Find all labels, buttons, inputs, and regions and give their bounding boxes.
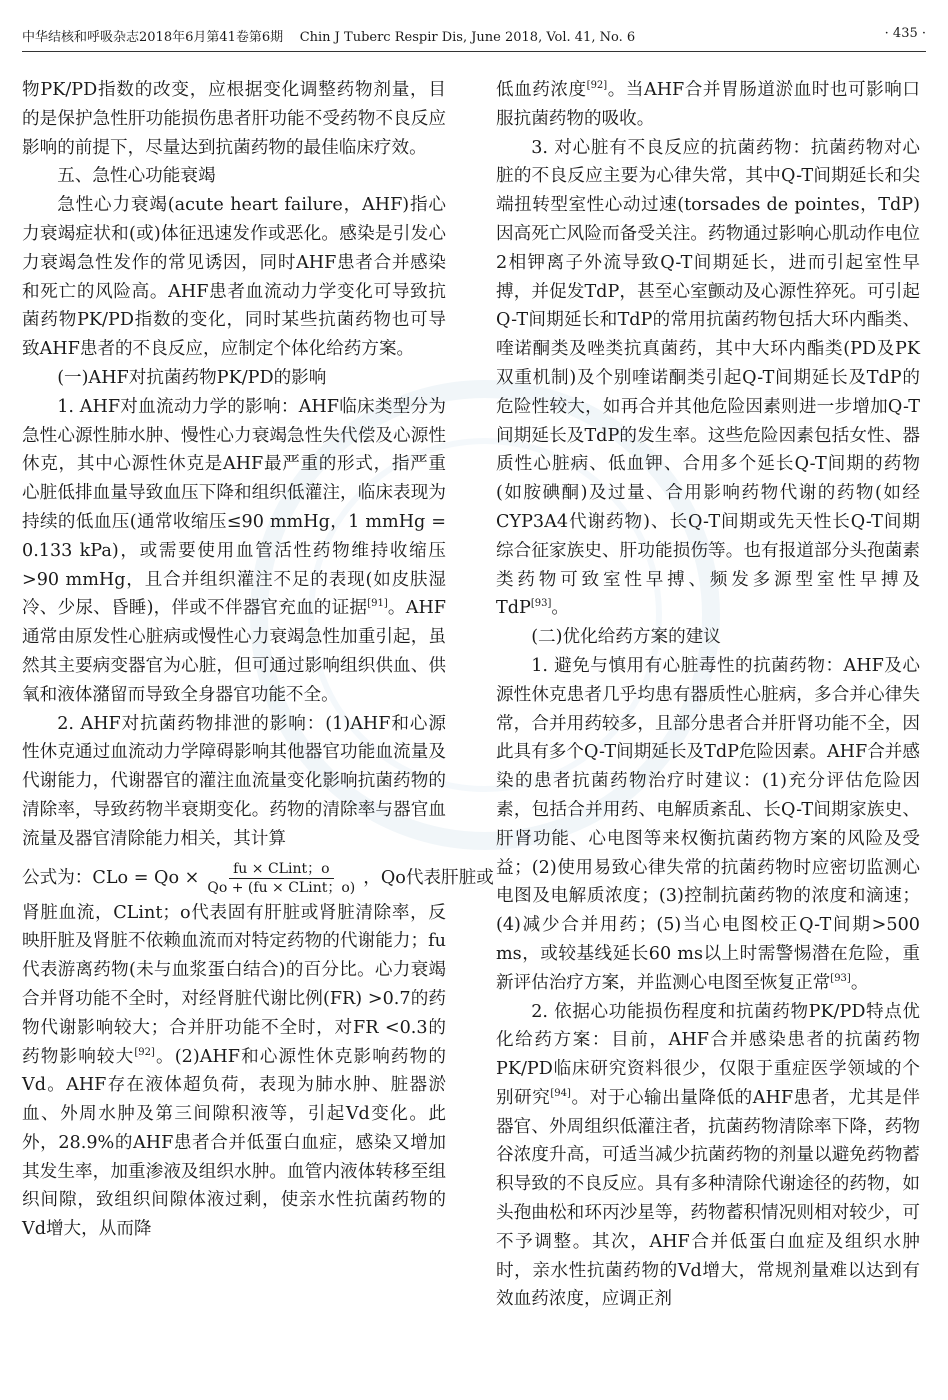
left-column — [22, 76, 494, 1394]
journal-info — [22, 26, 635, 45]
citation: [91] — [367, 598, 388, 610]
paragraph — [496, 998, 920, 1315]
header-rule — [22, 51, 926, 52]
paragraph — [496, 652, 920, 998]
text-run: 低血药浓度 — [496, 80, 587, 100]
paragraph: 物PK/PD指数的改变，应根据变化调整药物剂量，目的是保护急性肝功能损伤患者肝功能不受药物不良反应影响的前提下，尽量达到抗菌药物的最佳临床疗效。 — [22, 80, 446, 158]
formula-prefix: 公式为：CLo = Qo × — [22, 867, 200, 888]
formula-fraction — [203, 860, 359, 897]
paragraph — [22, 899, 446, 1245]
journal-en: Chin J Tuberc Respir Dis, June 2018, Vol. 41, No. 6 — [299, 30, 636, 45]
text-run: 。(2)AHF和心源性休克影响药物的Vd。AHF存在液体超负荷，表现为肺水肿、脏器淤血、外周水肿及第三间隙积液等，引起Vd变化。此外，28.9%的AHF患者合并低蛋白血症，感染又增加其发生率，加重渗液及组织水肿。血管内液体转移至组织间隙，致组织间隙体液过剩，使亲水性抗菌药物的Vd增大，从而降 — [22, 1046, 446, 1240]
text-run: 1. AHF对血流动力学的影响：AHF临床类型分为急性心源性肺水肿、慢性心力衰竭急性失代偿及心源性休克，其中心源性休克是AHF最严重的形式，指严重心脏低排血量导致血压下降和组织低灌注，临床表现为持续的低血压(通常收缩压≤90 mmHg，1 mmHg = 0.133 kPa)，或需要使用血管活性药物维持收缩压>90 mmHg，且合并组织灌注不足的表现(如皮肤湿冷、少尿、昏睡)，伴或不伴器官充血的证据 — [22, 396, 446, 619]
text-run: 2. 依据心功能损伤程度和抗菌药物PK/PD特点优化给药方案：目前，AHF合并感染患者的抗菌药物PK/PD临床研究资料很少，仅限于重症医学领域的个别研究 — [496, 1001, 920, 1108]
journal-cn: 中华结核和呼吸杂志2018年6月第41卷第6期 — [22, 30, 284, 45]
text-run: 。 — [551, 598, 569, 619]
text-run: 3. 对心脏有不良反应的抗菌药物：抗菌药物对心脏的不良反应主要为心律失常，其中Q-T间期延长和尖端扭转型室性心动过速(torsades de pointes，TdP)因高死亡风险而备受关注。药物通过影响心肌动作电位2相钾离子外流导致Q-T间期延长，进而引起室性早搏，并促发TdP，甚至心室颤动及心源性猝死。可引起Q-T间期延长和TdP的常用抗菌药物包括大环内酯类、喹诺酮类及唑类抗真菌药，其中大环内酯类(PD及PK双重机制)及个别喹诺酮类引起Q-T间期延长及TdP的危险性较大，如再合并其他危险因素则进一步增加Q-T间期延长及TdP的发生率。这些危险因素包括女性、器质性心脏病、低血钾、合用多个延长Q-T间期的药物(如胺碘酮)及过量、合用影响药物代谢的药物(如经CYP3A4代谢药物)、长Q-T间期或先天性长Q-T间期综合征家族史、肝功能损伤等。也有报道部分头孢菌素类药物可致室性早搏、频发多源型室性早搏及TdP — [496, 137, 920, 619]
running-header — [22, 18, 926, 46]
section-heading: 五、急性心功能衰竭 — [57, 166, 216, 187]
right-column — [496, 76, 920, 1394]
paragraph: 急性心力衰竭(acute heart failure，AHF)指心力衰竭症状和(或)体征迅速发作或恶化。感染是引发心力衰竭急性发作的常见诱因，同时AHF患者合并感染和死亡的风险高。AHF患者血流动力学变化可导致抗菌药物PK/PD指数的变化，同时某些抗菌药物也可导致AHF患者的不良反应，应制定个体化给药方案。 — [22, 195, 446, 360]
paragraph — [496, 134, 920, 624]
text-run: 。AHF通常由原发性心脏病或慢性心力衰竭急性加重引起，虽然其主要病变器官为心脏，但可通过影响组织供血、供氧和液体潴留而导致全身器官功能不全。 — [22, 598, 446, 705]
citation: [94] — [550, 1088, 571, 1100]
citation: [92] — [586, 80, 608, 92]
citation: [92] — [134, 1046, 155, 1058]
paragraph: 2. AHF对抗菌药物排泄的影响：(1)AHF和心源性休克通过血流动力学障碍影响其他器官功能血流量及代谢能力，代谢器官的灌注血流量变化影响抗菌药物的清除率，导致药物半衰期变化。药物的清除率与器官血流量及器官清除能力相关，其计算 — [22, 713, 446, 849]
page-number: · 435 · — [884, 26, 926, 41]
text-run: 1. 避免与慎用有心脏毒性的抗菌药物：AHF及心源性休克患者几乎均患有器质性心脏病，多合并心律失常，合并用药较多，且部分患者合并肝肾功能不全，因此具有多个Q-T间期延长及TdP危险因素。AHF合并感染的患者抗菌药物治疗时建议：(1)充分评估危险因素，包括合并用药、电解质紊乱、长Q-T间期家族史、肝肾功能、心电图等来权衡抗菌药物方案的风险及受益；(2)使用易致心律失常的抗菌药物时应密切监测心电图及电解质浓度；(3)控制抗菌药物的浓度和滴速；(4)减少合并用药；(5)当心电图校正Q-T间期>500 ms，或较基线延长60 ms以上时需警惕潜在危险，重新评估治疗方案，并监测心电图至恢复正常 — [496, 655, 920, 993]
paragraph — [22, 393, 446, 710]
subsection-heading: (一)AHF对抗菌药物PK/PD的影响 — [57, 367, 327, 388]
formula-suffix: ，Qo代表肝脏或 — [363, 867, 494, 888]
citation: [93] — [830, 972, 851, 984]
paragraph — [496, 76, 920, 134]
text-run: 肾脏血流，CLint；o代表固有肝脏或肾脏清除率，反映肝脏及肾脏不依赖血流而对特定药物的代谢能力；fu代表游离药物(未与血浆蛋白结合)的百分比。心力衰竭合并肾功能不全时，对经肾脏代谢比例(FR) >0.7的药物代谢影响较大；合并肝功能不全时，对FR <0.3的药物影响较大 — [22, 902, 446, 1067]
citation: [93] — [530, 598, 552, 610]
formula-numerator: fu × CLint；o — [229, 860, 333, 879]
text-run: 。当AHF合并胃肠道淤血时也可影响口服抗菌药物的吸收。 — [496, 80, 920, 129]
text-run: 。对于心输出量降低的AHF患者，尤其是伴器官、外周组织低灌注者，抗菌药物清除率下降，药物谷浓度升高，可适当减少抗菌药物的剂量以避免药物蓄积导致的不良反应。具有多种清除代谢途径的药物，如头孢曲松和环丙沙星等，药物蓄积情况则相对较少，可不予调整。其次，AHF合并低蛋白血症及组织水肿时，亲水性抗菌药物的Vd增大，常规剂量难以达到有效血药浓度，应调正剂 — [496, 1087, 920, 1310]
text-run: 。 — [850, 972, 869, 993]
subsection-heading: (二)优化给药方案的建议 — [531, 627, 721, 648]
formula-denominator: Qo + (fu × CLint；o) — [207, 879, 356, 896]
clearance-formula — [22, 860, 494, 897]
